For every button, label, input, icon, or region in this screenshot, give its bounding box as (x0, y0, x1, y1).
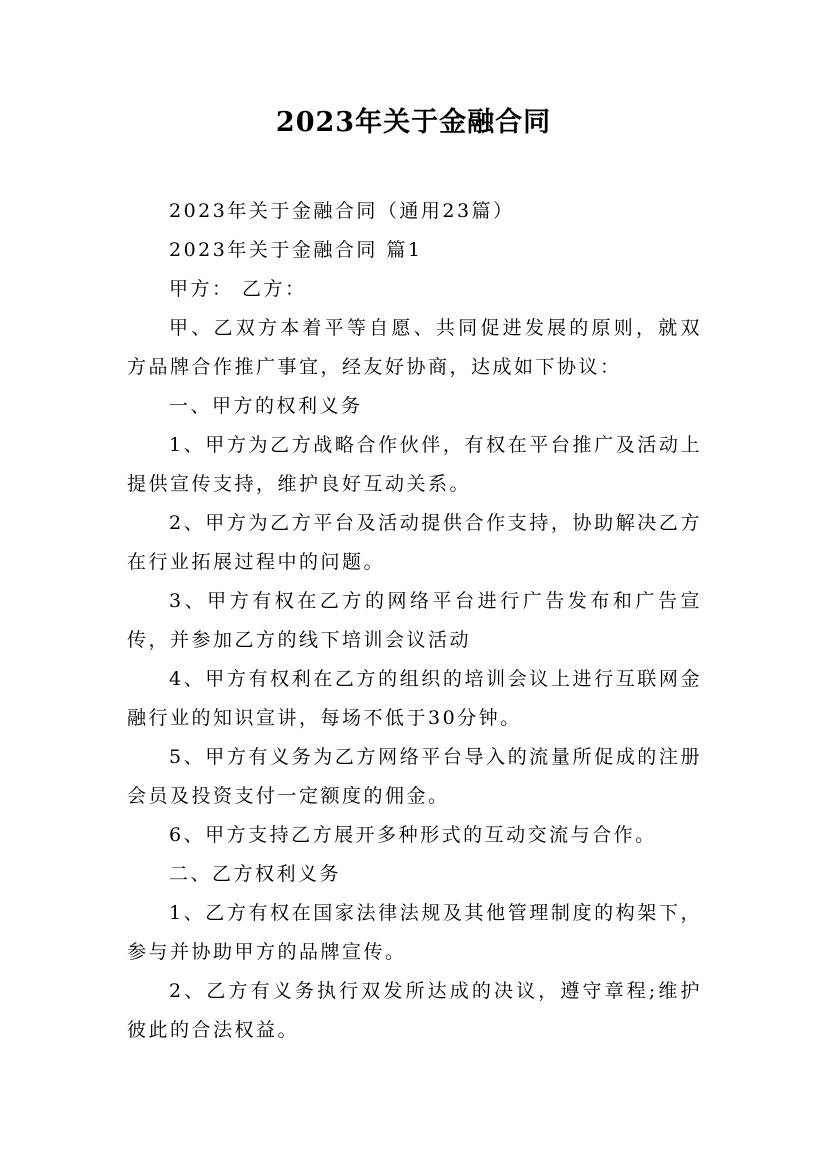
paragraph-party-a-heading: 一、甲方的权利义务 (169, 395, 363, 417)
paragraph-party-a-item-2: 2、甲方为乙方平台及活动提供合作支持，协助解决乙方在行业拓展过程中的问题。 (127, 512, 702, 573)
paragraph-party-a-item-4: 4、甲方有权利在乙方的组织的培训会议上进行互联网金融行业的知识宣讲，每场不低于30分钟。 (127, 668, 702, 729)
paragraph-preamble: 甲、乙双方本着平等自愿、共同促进发展的原则，就双方品牌合作推广事宜，经友好协商，达成如下协议： (127, 317, 702, 378)
paragraph-parties: 甲方： 乙方： (169, 278, 307, 300)
paragraph-party-b-item-1: 1、乙方有权在国家法律法规及其他管理制度的构架下，参与并协助甲方的品牌宣传。 (127, 902, 702, 963)
paragraph-party-a-item-3: 3、甲方有权在乙方的网络平台进行广告发布和广告宣传，并参加乙方的线下培训会议活动 (127, 590, 702, 651)
paragraph-party-b-heading: 二、乙方权利义务 (169, 863, 342, 885)
paragraph-section-heading: 2023年关于金融合同 篇1 (169, 239, 423, 261)
document-title: 2023年关于金融合同 (275, 107, 552, 138)
paragraph-party-a-item-5: 5、甲方有义务为乙方网络平台导入的流量所促成的注册会员及投资支付一定额度的佣金。 (127, 746, 702, 807)
paragraph-party-b-item-2: 2、乙方有义务执行双发所达成的决议，遵守章程;维护彼此的合法权益。 (127, 980, 702, 1041)
paragraph-party-a-item-1: 1、甲方为乙方战略合作伙伴，有权在平台推广及活动上提供宣传支持，维护良好互动关系。 (127, 434, 702, 495)
paragraph-party-a-item-6: 6、甲方支持乙方展开多种形式的互动交流与合作。 (169, 824, 657, 846)
document-body (127, 192, 702, 1050)
paragraph-subtitle: 2023年关于金融合同（通用23篇） (169, 200, 515, 222)
